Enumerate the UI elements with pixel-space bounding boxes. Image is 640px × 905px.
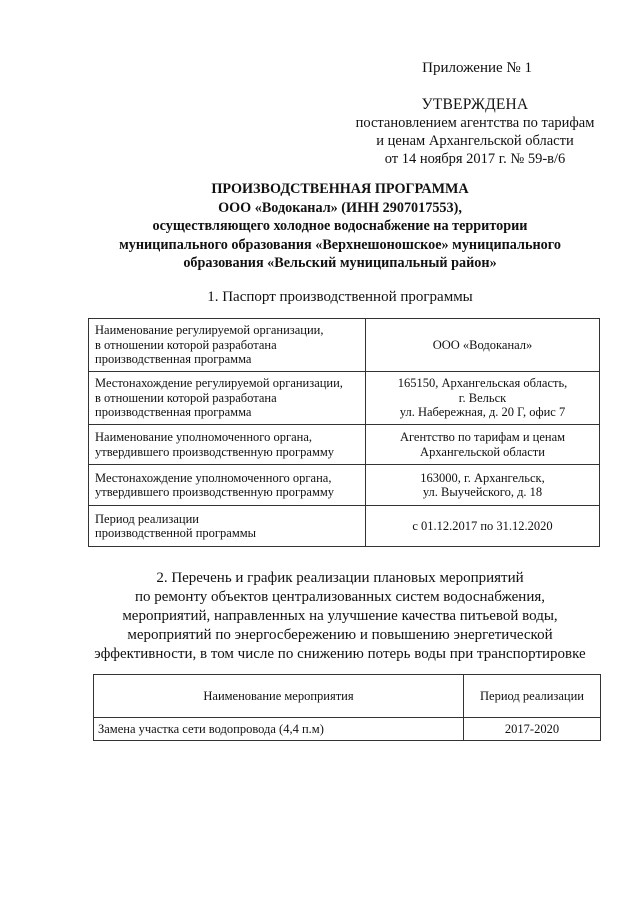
section2-heading-line: 2. Перечень и график реализации плановых мероприятий [156, 570, 524, 586]
passport-value: с 01.12.2017 по 31.12.2020 [366, 506, 600, 547]
passport-value: ООО «Водоканал» [366, 319, 600, 372]
section2-heading-line: по ремонту объектов централизованных систем водоснабжения, [134, 589, 545, 605]
passport-table [88, 318, 600, 547]
approved-stamp: УТВЕРЖДЕНА [421, 96, 529, 113]
document-title [40, 180, 640, 273]
passport-value: Агентство по тарифам и ценам Архангельской области [366, 425, 600, 465]
section1-heading: 1. Паспорт производственной программы [207, 289, 473, 305]
passport-row [89, 425, 600, 465]
approval-line: постановлением агентства по тарифам [355, 115, 595, 131]
section2-heading [40, 569, 640, 664]
table-row [94, 718, 601, 741]
approval-line: от 14 ноября 2017 г. № 59-в/6 [384, 151, 566, 167]
approval-block [330, 96, 620, 168]
measures-header-period: Период реализации [464, 675, 601, 718]
appendix-number: Приложение № 1 [422, 60, 532, 76]
passport-value: 165150, Архангельская область, г. Вельск ул. Набережная, д. 20 Г, офис 7 [366, 372, 600, 425]
passport-label: Местонахождение регулируемой организации, в отношении которой разработана производственная программа [89, 372, 366, 425]
passport-row [89, 372, 600, 425]
title-line: ООО «Водоканал» (ИНН 2907017553), [218, 199, 462, 216]
title-line: осуществляющего холодное водоснабжение на территории [152, 218, 528, 234]
measure-name: Замена участка сети водопровода (4,4 п.м) [94, 718, 464, 741]
passport-value: 163000, г. Архангельск, ул. Выучейского, д. 18 [366, 465, 600, 506]
passport-label: Местонахождение уполномоченного органа, утвердившего производственную программу [89, 465, 366, 506]
passport-row [89, 319, 600, 372]
approval-line: и ценам Архангельской области [376, 133, 574, 149]
measures-header-name: Наименование мероприятия [94, 675, 464, 718]
title-line: муниципального образования «Верхнешоношское» муниципального [119, 236, 561, 253]
passport-row [89, 465, 600, 506]
measures-table [93, 674, 601, 741]
passport-row [89, 506, 600, 547]
title-line: ПРОИЗВОДСТВЕННАЯ ПРОГРАММА [211, 181, 469, 197]
title-line: образования «Вельский муниципальный район» [183, 255, 497, 271]
section2-heading-line: эффективности, в том числе по снижению потерь воды при транспортировке [94, 646, 586, 662]
passport-label: Наименование регулируемой организации, в отношении которой разработана производственная программа [89, 319, 366, 372]
measures-header-row [94, 675, 601, 718]
section2-heading-line: мероприятий по энергосбережению и повышению энергетической [127, 627, 553, 643]
passport-label: Период реализации производственной программы [89, 506, 366, 547]
passport-label: Наименование уполномоченного органа, утвердившего производственную программу [89, 425, 366, 465]
measure-period: 2017-2020 [464, 718, 601, 741]
section2-heading-line: мероприятий, направленных на улучшение качества питьевой воды, [122, 608, 558, 624]
